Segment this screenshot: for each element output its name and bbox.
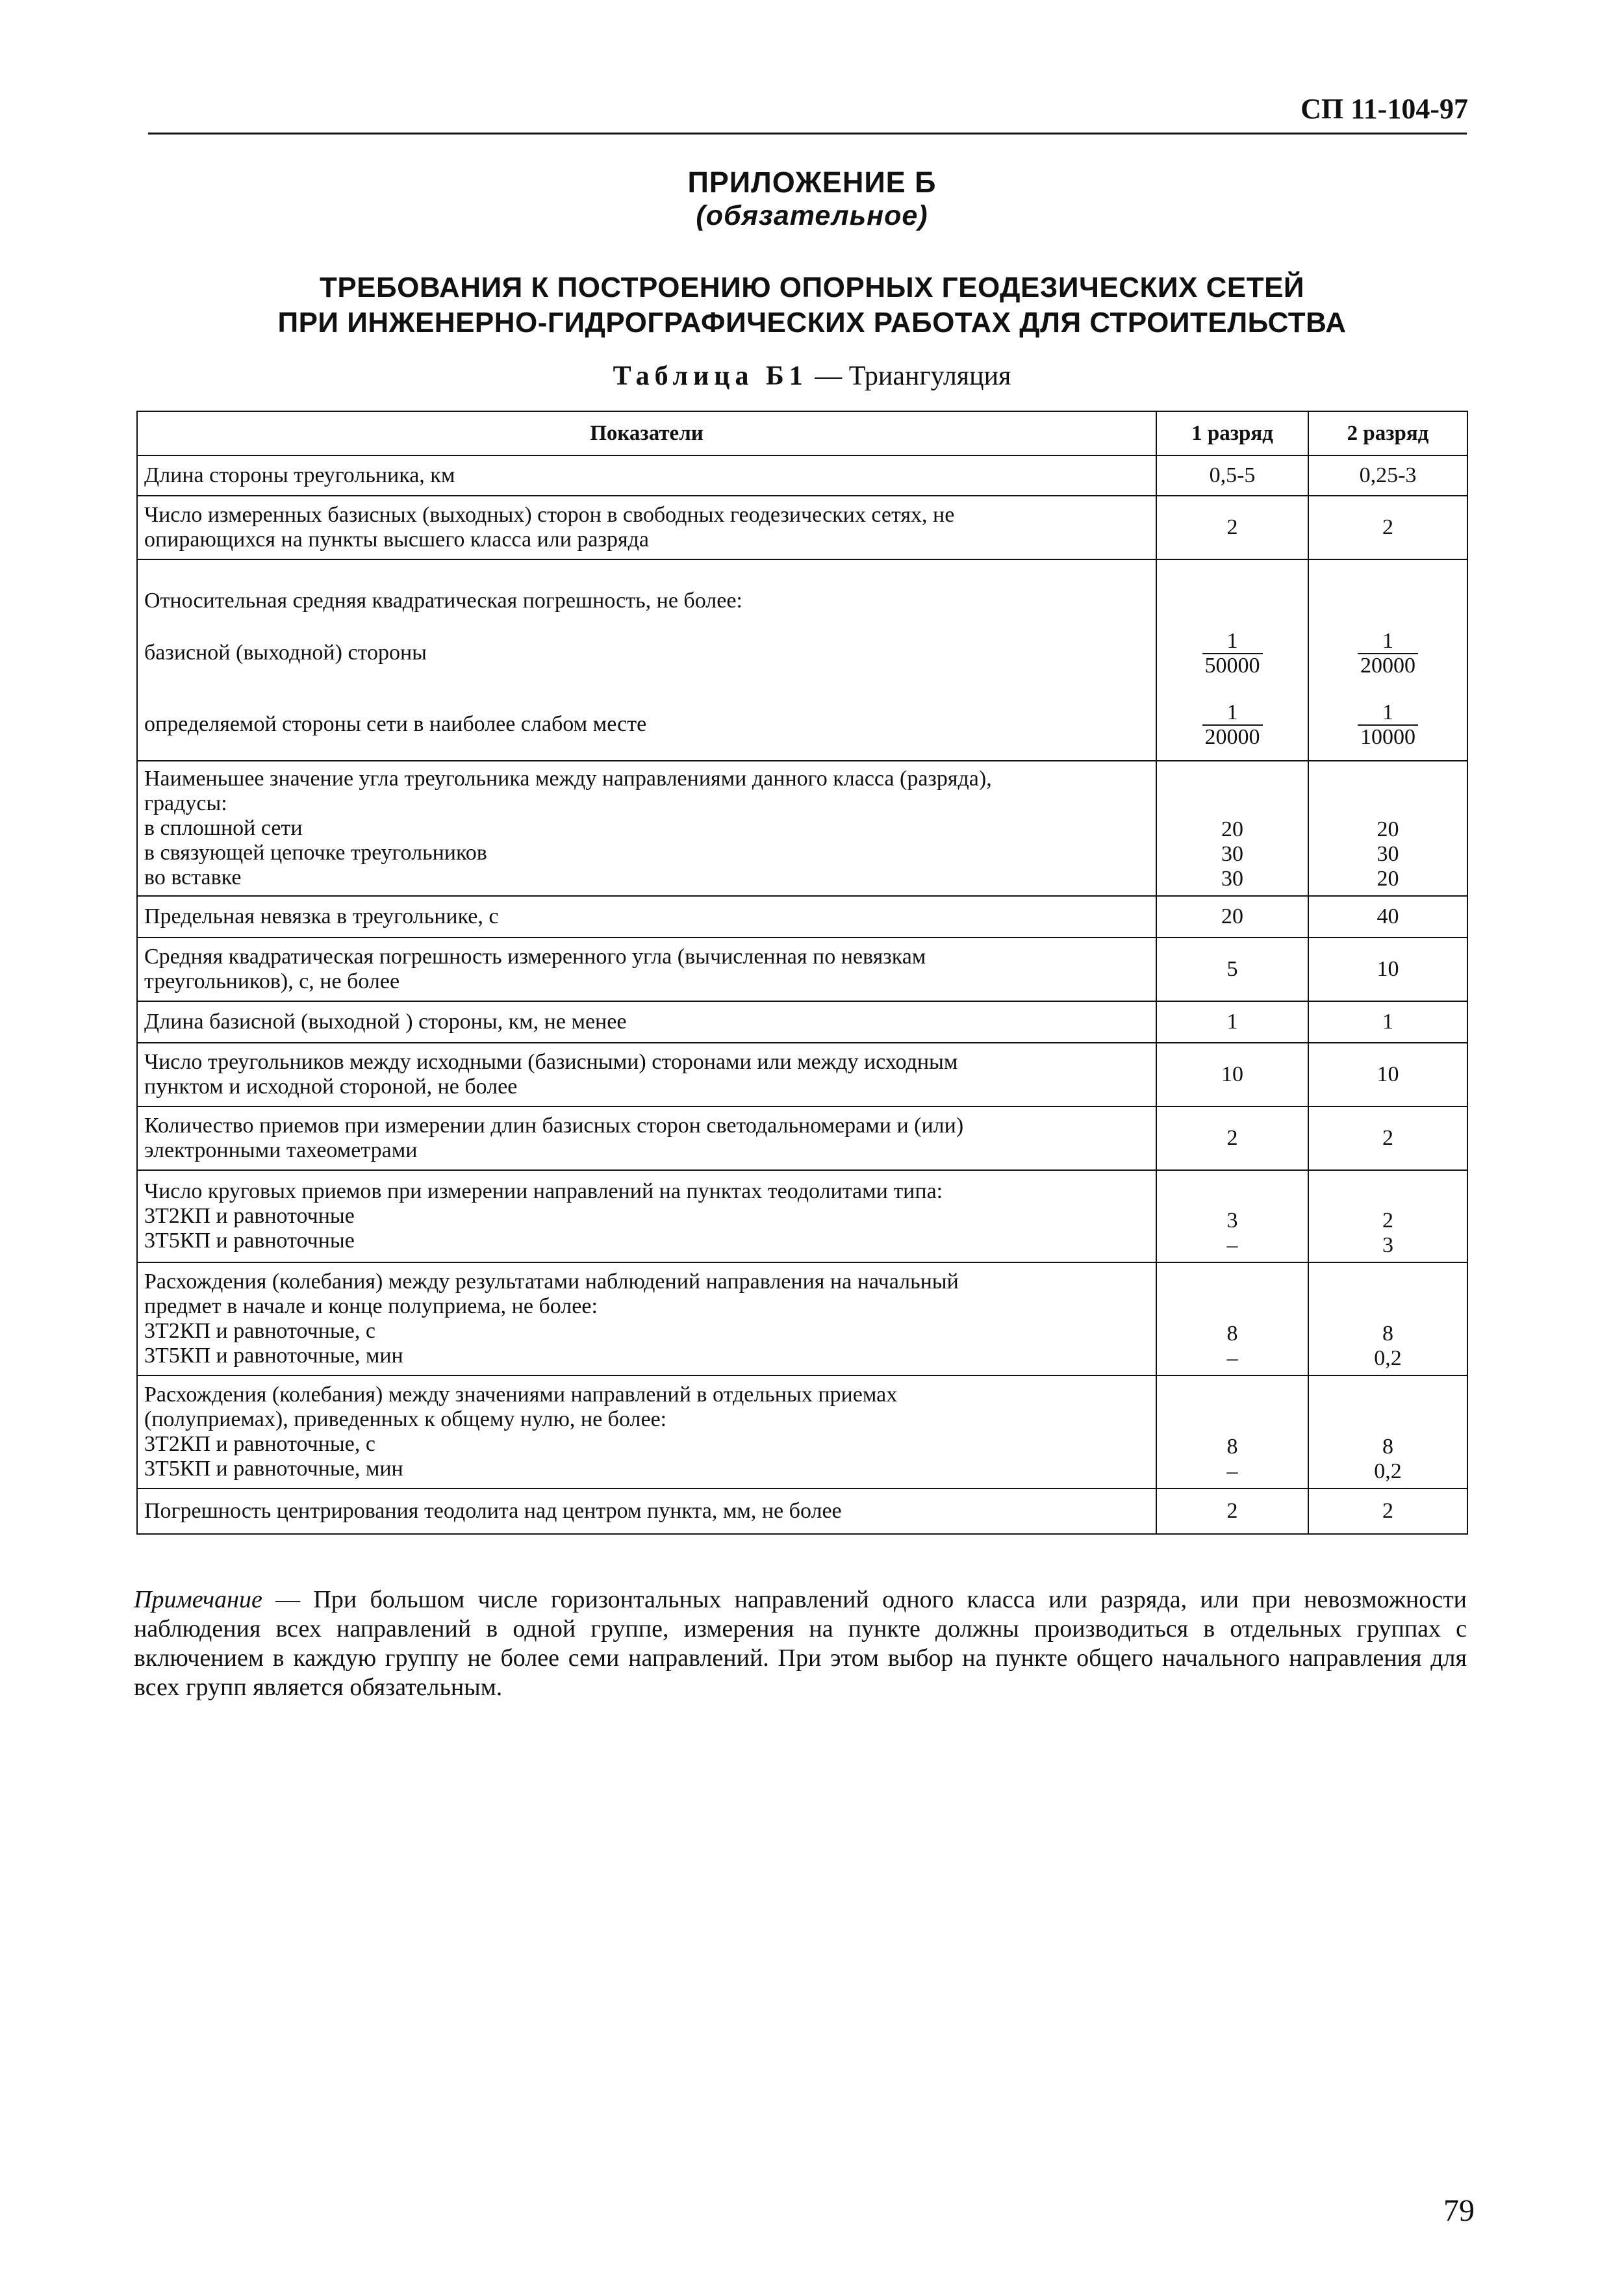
row-label-line: пунктом и исходной стороной, не более [144,1075,518,1099]
table-row [137,1106,1467,1170]
fraction-numerator: 1 [1226,628,1238,653]
rank-2-value [1308,617,1467,689]
value-line: 0,25-3 [1359,463,1417,487]
rank-1-value [1156,617,1308,689]
row-label [137,1262,1156,1375]
table-caption-dash: — [807,361,849,391]
table-row [137,1170,1467,1262]
table-row [137,1488,1467,1534]
value-line: 2 [1226,1125,1238,1150]
value-line: 2 [1382,515,1393,539]
rank-1-value [1156,938,1308,1001]
rank-2-value [1308,1001,1467,1043]
rank-2-value [1308,896,1467,938]
rank-1-value [1156,761,1308,896]
note-text: При большом числе горизонтальных направлений одного класса или разряда, или при невозможности наблюдения всех направлений в одной группе, измерения на пункте должны производиться в отдельных группах с включением в каждую группу не более семи направлений. При этом выбор на пункте общего начального направления для всех групп является обязательным. [134,1586,1467,1701]
value-line: 3 [1382,1233,1393,1257]
row-label-line: в сплошной сети [144,815,303,840]
value-line: 2 [1382,1208,1393,1233]
row-label-line: 3Т5КП и равноточные [144,1229,355,1253]
value-line: 0,2 [1374,1346,1402,1370]
table-row [137,938,1467,1001]
rank-1-value [1156,1106,1308,1170]
row-label-line: Число треугольников между исходными (базисными) сторонами или между исходным [144,1049,958,1074]
row-label-line: Средняя квадратическая погрешность измеренного угла (вычисленная по невязкам [144,944,926,969]
value-line: 20 [1221,904,1243,928]
value-line: 2 [1226,515,1238,539]
value-line: 30 [1221,841,1243,866]
fraction-denominator: 20000 [1202,724,1263,749]
note-dash: — [262,1586,314,1613]
value-line: 8 [1226,1321,1238,1346]
table-header-row [137,411,1467,455]
footnote [134,1585,1467,1702]
header-rank-1: 1 разряд [1156,411,1308,455]
row-label-line: 3Т5КП и равноточные, мин [144,1457,403,1481]
row-label-line: Длина базисной (выходной ) стороны, км, не менее [144,1009,627,1034]
rank-2-value [1308,761,1467,896]
rank-2-value [1308,1043,1467,1106]
row-label-line: Количество приемов при измерении длин базисных сторон светодальномерами и (или) [144,1113,964,1138]
row-label-line: Относительная средняя квадратическая погрешность, не более: [144,588,742,613]
row-label-line: определяемой стороны сети в наиболее слабом месте [144,711,647,736]
rank-2-value [1308,938,1467,1001]
fraction-value [1358,701,1418,748]
appendix-label: ПРИЛОЖЕНИЕ Б [687,166,937,199]
document-code: СП 11-104-97 [1300,93,1468,125]
value-line: 10 [1221,1062,1243,1086]
row-label-line: Число круговых приемов при измерении направлений на пунктах теодолитами типа: [144,1179,943,1203]
rank-1-value [1156,1488,1308,1534]
value-stack [1163,817,1301,891]
rank-2-value [1308,559,1467,617]
value-stack [1163,1208,1301,1258]
header-indicators: Показатели [137,411,1156,455]
requirements-table [136,411,1468,1535]
row-label-line: предмет в начале и конце полуприема, не более: [144,1294,598,1318]
value-line: 8 [1382,1434,1393,1459]
row-label [137,896,1156,938]
value-line: 5 [1226,956,1238,981]
rank-2-value [1308,1488,1467,1534]
value-line: 40 [1377,904,1399,928]
row-label-line: опирающихся на пункты высшего класса или разряда [144,528,649,552]
value-line: 1 [1382,1009,1393,1034]
value-line: 20 [1377,866,1399,891]
table-caption-name: Триангуляция [848,361,1011,391]
row-label-line: Длина стороны треугольника, км [144,463,455,487]
table-row [137,1375,1467,1488]
value-line: 20 [1377,817,1399,841]
row-label [137,496,1156,559]
fraction-numerator: 1 [1226,700,1238,724]
value-stack [1315,817,1460,891]
value-line: 10 [1377,956,1399,981]
row-label-line: во вставке [144,865,242,890]
row-label-line: в связующей цепочке треугольников [144,841,487,865]
row-label-line: градусы: [144,791,227,815]
fraction-value [1358,630,1418,677]
table-row [137,896,1467,938]
value-stack [1315,1208,1460,1258]
row-label [137,559,1156,617]
table-row [137,761,1467,896]
rank-2-value [1308,689,1467,761]
table-row [137,496,1467,559]
rank-2-value [1308,1170,1467,1262]
rank-1-value [1156,1375,1308,1488]
fraction-denominator: 10000 [1358,724,1418,749]
row-label-line: Наименьшее значение угла треугольника между направлениями данного класса (разряда), [144,766,992,791]
value-stack [1315,1322,1460,1371]
table-row [137,559,1467,617]
fraction-denominator: 50000 [1202,653,1263,678]
rank-2-value [1308,1375,1467,1488]
row-label-line: (полуприемах), приведенных к общему нулю, не более: [144,1407,667,1431]
rank-1-value [1156,496,1308,559]
fraction-numerator: 1 [1382,700,1393,724]
rank-1-value [1156,896,1308,938]
row-label-line: электронными тахеометрами [144,1138,418,1162]
table-caption-label: Таблица Б1 [613,361,808,391]
value-line: 1 [1226,1009,1238,1034]
row-label-line: 3Т5КП и равноточные, мин [144,1344,403,1368]
page-number: 79 [1443,2193,1475,2228]
table-row [137,1262,1467,1375]
row-label [137,617,1156,689]
value-line: 8 [1226,1434,1238,1459]
value-stack [1163,1322,1301,1371]
rank-1-value [1156,689,1308,761]
fraction-numerator: 1 [1382,628,1393,653]
value-line: 0,2 [1374,1459,1402,1483]
row-label-line: Расхождения (колебания) между значениями направлений в отдельных приемах [144,1382,898,1407]
rank-1-value [1156,455,1308,496]
value-stack [1163,1435,1301,1484]
row-label-line: Расхождения (колебания) между результатами наблюдений направления на начальный [144,1269,959,1294]
row-label-line: 3Т2КП и равноточные, с [144,1319,375,1343]
row-label [137,761,1156,896]
title-line-1: ТРЕБОВАНИЯ К ПОСТРОЕНИЮ ОПОРНЫХ ГЕОДЕЗИЧЕСКИХ СЕТЕЙ [319,272,1305,303]
row-label [137,938,1156,1001]
fraction-value [1202,701,1263,748]
value-line: 30 [1377,841,1399,866]
rank-2-value [1308,496,1467,559]
header-rank-2: 2 разряд [1308,411,1467,455]
value-line: – [1226,1459,1238,1483]
row-label [137,1106,1156,1170]
rank-1-value [1156,1170,1308,1262]
row-label [137,689,1156,761]
value-line: 8 [1382,1321,1393,1346]
value-line: – [1226,1346,1238,1370]
value-line: 0,5-5 [1209,463,1256,487]
value-line: 2 [1382,1125,1393,1150]
row-label-line: 3Т2КП и равноточные [144,1203,355,1228]
rank-1-value [1156,1001,1308,1043]
table-row [137,1043,1467,1106]
rank-1-value [1156,559,1308,617]
rank-2-value [1308,1106,1467,1170]
appendix-status: (обязательное) [696,200,928,231]
fraction-value [1202,630,1263,677]
row-label [137,1170,1156,1262]
table-row [137,689,1467,761]
value-line: 3 [1226,1208,1238,1233]
row-label-line: Предельная невязка в треугольнике, с [144,904,499,928]
fraction-denominator: 20000 [1358,653,1418,678]
value-line: 2 [1382,1498,1393,1523]
row-label-line: базисной (выходной) стороны [144,640,427,665]
table-row [137,455,1467,496]
table-caption [0,361,1624,392]
note-label: Примечание [134,1586,262,1613]
value-stack [1315,1435,1460,1484]
value-line: 10 [1377,1062,1399,1086]
table-row [137,1001,1467,1043]
value-line: 20 [1221,817,1243,841]
rank-2-value [1308,455,1467,496]
row-label-line: Число измеренных базисных (выходных) сторон в свободных геодезических сетях, не [144,502,955,527]
row-label [137,1488,1156,1534]
row-label [137,1043,1156,1106]
rank-1-value [1156,1043,1308,1106]
row-label [137,1001,1156,1043]
row-label [137,455,1156,496]
row-label-line: Погрешность центрирования теодолита над центром пункта, мм, не более [144,1498,842,1523]
rank-2-value [1308,1262,1467,1375]
header-rule [148,133,1467,134]
row-label [137,1375,1156,1488]
value-line: 30 [1221,866,1243,891]
row-label-line: 3Т2КП и равноточные, с [144,1432,375,1456]
value-line: – [1226,1233,1238,1257]
rank-1-value [1156,1262,1308,1375]
title-line-2: ПРИ ИНЖЕНЕРНО-ГИДРОГРАФИЧЕСКИХ РАБОТАХ ДЛЯ СТРОИТЕЛЬСТВА [277,307,1347,339]
row-label-line: треугольников), с, не более [144,969,400,993]
value-line: 2 [1226,1498,1238,1523]
table-row [137,617,1467,689]
